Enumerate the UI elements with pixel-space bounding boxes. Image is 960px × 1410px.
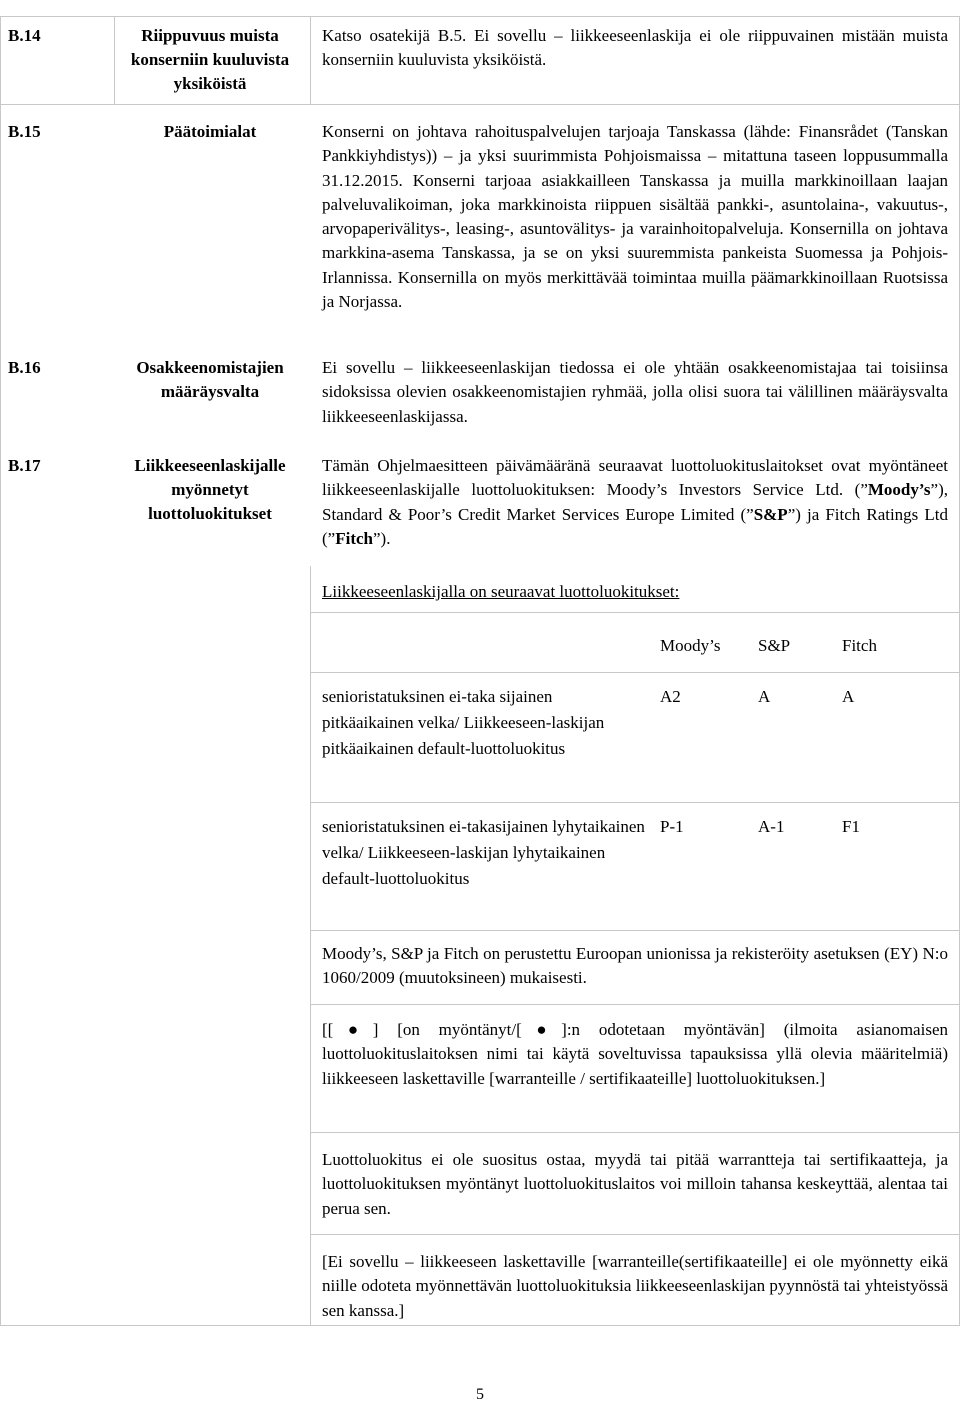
ratings-header-fitch: Fitch (842, 636, 877, 655)
ratings-row-label: senioristatuksinen ei-takasijainen lyhytaikainen velka/ Liikkeeseen-laskijan lyhytaikainen default-luottoluokitus (322, 817, 645, 888)
row-divider (0, 104, 960, 105)
b14-code: B.14 (8, 26, 41, 45)
moodys-abbrev: Moody’s (867, 480, 931, 500)
b17-code: B.17 (8, 456, 41, 475)
ratings-table-top (310, 612, 960, 613)
ratings-heading-text: Liikkeeseenlaskijalla on seuraavat luottoluokitukset: (322, 582, 680, 601)
b17-intro-part: ”). (373, 528, 391, 548)
ratings-row-label: senioristatuksinen ei-taka sijainen pitkäaikainen velka/ Liikkeeseen-laskijan pitkäaikainen default-luottoluokitus (322, 687, 605, 758)
column-divider (114, 16, 115, 104)
b15-text: Konserni on johtava rahoituspalvelujen tarjoaja Tanskassa (lähde: Finansrådet (Tanskan Pankkiyhdistys)) ‒ ja yksi suurimmista Pohjoismaissa ‒ mitattuna taseen loppusummalla 31.12.2015. Konserni tarjoaa asiakkailleen Tanskassa ja muilla markkinoillaan laajan palveluvalikoiman, joka markkinoista riippuen sisältää pankki-, asuntolaina-, vakuutus-, arvopaperivälitys-, leasing-, asuntovälitys- ja varainhoitopalveluja. Konsernilla on johtava markkina-asema Tanskassa, ja se on yksi suuremmista pankeista Suomessa ja Pohjois-Irlannissa. Konsernilla on myös merkittävää toimintaa muilla päämarkkinoillaan Ruotsissa ja Norjassa. (322, 122, 948, 312)
rating-value: F1 (842, 817, 860, 836)
b14-text: Katso osatekijä B.5. Ei sovellu ‒ liikkeeseenlaskija ei ole riippuvainen mistään muista konserniin kuuluvista yksiköistä. (322, 26, 948, 70)
section-divider (310, 1234, 960, 1235)
column-divider (310, 566, 311, 1326)
page-number: 5 (476, 1386, 484, 1403)
eu-registration-note: Moody’s, S&P ja Fitch on perustettu Euroopan unionissa ja rekisteröity asetuksen (EY) N:o 1060/2009 (muutoksineen) mukaisesti. (322, 944, 948, 988)
ratings-header-moodys: Moody’s (660, 636, 721, 655)
section-divider (310, 1132, 960, 1133)
rating-value: A-1 (758, 817, 785, 836)
ratings-header-sp: S&P (758, 636, 791, 655)
b15-code: B.15 (8, 122, 41, 141)
section-divider (310, 1004, 960, 1005)
rating-disclaimer: Luottoluokitus ei ole suositus ostaa, myydä tai pitää warrantteja tai sertifikaatteja, ja luottoluokituksen myöntänyt luottoluokituslaitos voi milloin tahansa keskeyttää, alentaa tai perua sen. (322, 1150, 948, 1218)
rating-value: A (842, 687, 855, 706)
b17-intro-part: Tämän Ohjelmaesitteen päivämääränä seuraavat luottoluokituslaitokset ovat myöntäneet liikkeeseenlaskijalle luottoluokituksen: Moody’s Investors Service Ltd. (” (322, 456, 948, 500)
b16-code: B.16 (8, 358, 41, 377)
b16-title: Osakkeenomistajien määräysvalta (136, 358, 284, 401)
rating-value: P-1 (660, 817, 684, 836)
ratings-row-divider (310, 672, 960, 673)
ratings-row-divider (310, 802, 960, 803)
column-divider (310, 16, 311, 104)
sp-abbrev: S&P (753, 504, 788, 524)
b17-intro-part: ”) ja Fitch Ratings Ltd (” (322, 504, 948, 548)
not-applicable-note: [Ei sovellu ‒ liikkeeseen laskettaville [warranteille(sertifikaateille] ei ole myönnetty eikä niille odoteta myönnettävän luottoluokituksia liikkeeseenlaskijan pyynnöstä tai yhteistyössä sen kanssa.] (322, 1252, 948, 1320)
fitch-abbrev: Fitch (335, 528, 373, 548)
b14-title: Riippuvuus muista konserniin kuuluvista yksiköistä (130, 26, 290, 93)
placeholder-note: [[●] [on myöntänyt/[●]:n odotetaan myöntävän] (ilmoita asianomaisen luottoluokituslaitoksen nimi tai käytä soveltuvissa tapauksissa yllä olevia määritelmiä) liikkeeseen laskettaville [warranteille / sertifikaateille] luottoluokituksen.] (322, 1020, 948, 1088)
ratings-row-divider (310, 930, 960, 931)
b17-title: Liikkeeseenlaskijalle myönnetyt luottoluokitukset (134, 456, 286, 523)
b17-intro (322, 454, 948, 551)
b16-text: Ei sovellu ‒ liikkeeseenlaskijan tiedossa ei ole yhtään osakkeenomistajaa tai toisiinsa sidoksissa olevien osakkeenomistajien ryhmää, jolla olisi suora tai välillinen määräysvalta liikkeeseenlaskijassa. (322, 358, 948, 426)
b17-intro-part: ”), Standard & Poor’s Credit Market Services Europe Limited (” (322, 480, 948, 524)
b15-title: Päätoimialat (163, 122, 257, 141)
ratings-heading (322, 580, 948, 604)
rating-value: A2 (660, 687, 681, 706)
rating-value: A (758, 687, 771, 706)
